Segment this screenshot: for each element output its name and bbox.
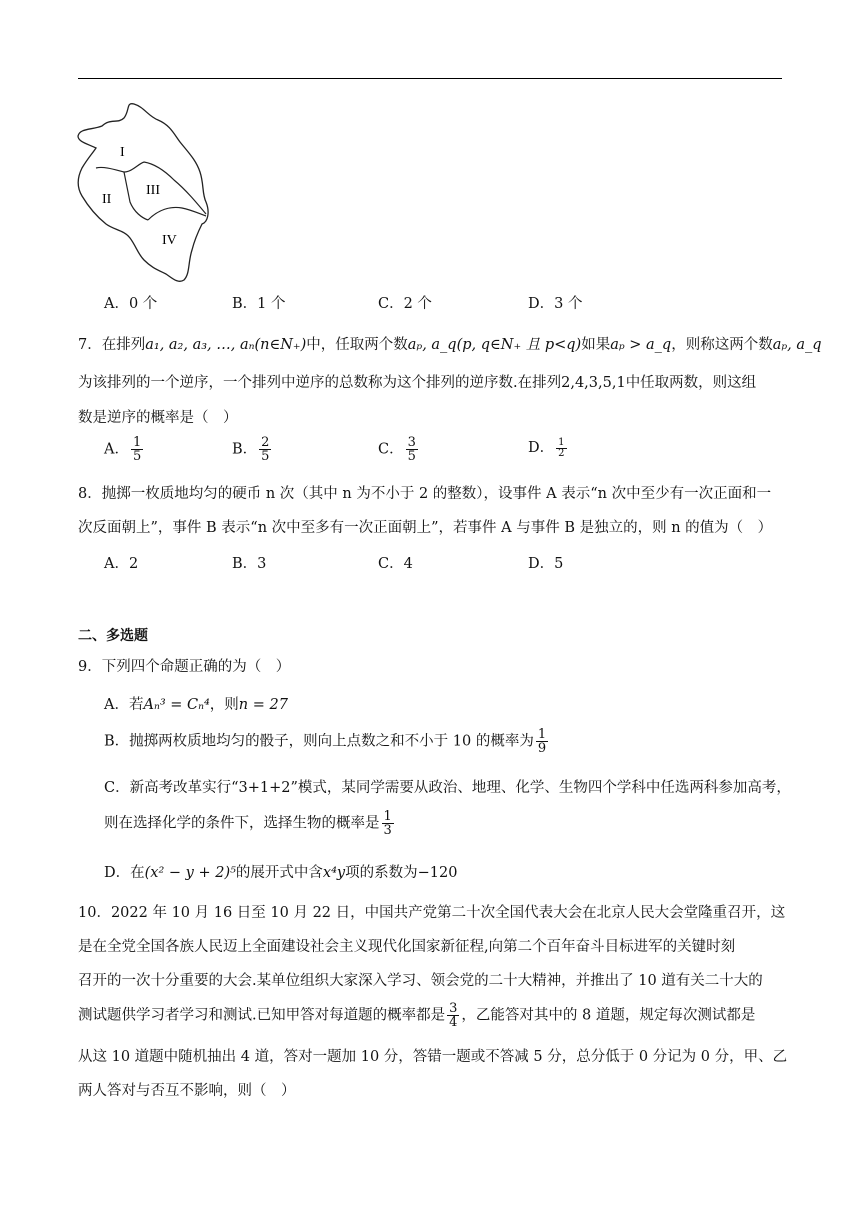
numerator: 1: [132, 435, 142, 450]
q7-options: [104, 436, 784, 472]
q10-line6: 两人答对与否互不影响，则（ ）: [78, 1083, 296, 1099]
denominator: 5: [132, 449, 142, 464]
q7-option-a[interactable]: [104, 436, 145, 463]
q9-b-text: B．抛掷两枚质地均匀的骰子，则向上点数之和不小于 10 的概率为: [104, 733, 534, 750]
numerator: 1: [558, 436, 565, 448]
fraction: [259, 436, 271, 463]
q9-d-term: x⁴y: [322, 865, 346, 881]
q7-text: 中，任取两个数: [306, 337, 408, 353]
q7-option-a-label: A．: [104, 441, 129, 458]
q7-inequality: aₚ > a_q: [610, 337, 672, 353]
q8-option-b[interactable]: B．3: [232, 556, 267, 572]
q9-d-post: 项的系数为: [345, 865, 418, 881]
q7-option-b[interactable]: [232, 436, 273, 463]
q7-condition: (n∈N₊): [254, 337, 307, 353]
numerator: 1: [537, 727, 547, 742]
fraction: [447, 1002, 459, 1029]
region-map-figure: [74, 98, 214, 288]
q9-a-answer: n = 27: [238, 697, 288, 713]
q9-c-text: 则在选择化学的条件下，选择生物的概率是: [104, 815, 380, 832]
region-label-3: III: [146, 183, 160, 198]
q6-option-d[interactable]: D．3 个: [528, 296, 583, 312]
denominator: 5: [261, 449, 270, 464]
q10-line2: 是在全党全国各族人民迈上全面建设社会主义现代化国家新征程,向第二个百年奋斗目标进军的关键时刻: [78, 939, 736, 955]
q7-text-end: ，则称这两个数: [671, 337, 773, 353]
q9-d-mid: 的展开式中含: [235, 865, 323, 881]
q9-stem: 9．下列四个命题正确的为（ ）: [78, 659, 291, 675]
denominator: 5: [407, 449, 416, 464]
fraction: [536, 728, 548, 755]
denominator: 3: [383, 823, 392, 838]
numerator: 3: [449, 1001, 458, 1016]
q9-a-post: ，则: [209, 697, 239, 713]
map-border-2: [124, 172, 148, 220]
q7-permutation: 2,4,3,5,1: [561, 375, 626, 391]
q10-line5: 从这 10 道题中随机抽出 4 道，答对一题加 10 分，答错一题或不答减 5 分，总分低于 0 分记为 0 分，甲、乙: [78, 1049, 788, 1065]
numerator: 2: [261, 435, 270, 450]
q9-option-c-line1[interactable]: C．新高考改革实行“3+1+2”模式，某同学需要从政治、地理、化学、生物四个学科中任选两科参加高考，: [104, 780, 791, 796]
q9-option-c-line2[interactable]: [104, 810, 396, 837]
q7-option-d-label: D．: [528, 440, 555, 456]
q10-line3: 召开的一次十分重要的大会.某单位组织大家深入学习、领会党的二十大精神，并推出了 10 道有关二十大的: [78, 973, 763, 989]
q7-if: 如果: [581, 337, 611, 353]
section-heading: 二、多选题: [78, 628, 148, 644]
q8-option-d[interactable]: D．5: [528, 556, 564, 572]
q7-line2-text: 为该排列的一个逆序，一个排列中逆序的总数称为这个排列的逆序数.在排列: [78, 375, 562, 391]
fraction: [382, 810, 394, 837]
q10-line4: [78, 1002, 755, 1029]
q7-line1: [78, 333, 822, 354]
q7-option-d[interactable]: [528, 436, 569, 459]
q7-label: 7．在排列: [78, 337, 146, 353]
q6-option-a[interactable]: A．0 个: [104, 296, 158, 312]
q7-condition2: (p, q∈N₊ 且 p<q): [456, 337, 582, 353]
q8-line1: 8．抛掷一枚质地均匀的硬币 n 次（其中 n 为不小于 2 的整数），设事件 A 表示“n 次中至少有一次正面和一: [78, 486, 772, 502]
denominator: 9: [537, 741, 547, 756]
q10-line1: 10．2022 年 10 月 16 日至 10 月 22 日，中国共产党第二十次全国代表大会在北京人民大会堂隆重召开，这: [78, 905, 786, 921]
q7-pair: aₚ, a_q: [407, 337, 457, 353]
q7-option-c-label: C．: [378, 441, 404, 458]
map-border-1: [96, 162, 144, 172]
q7-line3: 数是逆序的概率是（ ）: [78, 410, 238, 426]
q8-option-c[interactable]: C．4: [378, 556, 413, 572]
fraction: [406, 436, 418, 463]
numerator: 1: [383, 809, 392, 824]
q6-options: [104, 292, 784, 312]
q9-option-b[interactable]: [104, 728, 550, 755]
q8-options: [104, 552, 784, 572]
q7-line2-end: 中任取两数，则这组: [625, 375, 757, 391]
q7-pair2: aₚ, a_q: [772, 337, 822, 353]
numerator: 3: [407, 435, 416, 450]
q10-line4-pre: 测试题供学习者学习和测试.已知甲答对每道题的概率都是: [78, 1007, 446, 1024]
q9-d-expression: (x² − y + 2)⁵: [144, 865, 236, 881]
q9-a-equation: Aₙ³ = Cₙ⁴: [143, 697, 210, 713]
map-border-4: [148, 208, 206, 221]
q6-option-c[interactable]: C．2 个: [378, 296, 432, 312]
q9-d-pre: D．在: [104, 865, 145, 881]
fraction: [556, 438, 566, 459]
q8-line2: 次反面朝上”，事件 B 表示“n 次中至多有一次正面朝上”，若事件 A 与事件 B 是独立的，则 n 的值为（ ）: [78, 520, 773, 536]
q7-option-c[interactable]: [378, 436, 420, 463]
q9-a-pre: A．若: [104, 697, 144, 713]
q7-option-b-label: B．: [232, 441, 258, 458]
q8-option-a[interactable]: A．2: [104, 556, 139, 572]
q9-d-value: −120: [417, 865, 458, 881]
q10-line4-post: ，乙能答对其中的 8 道题，规定每次测试都是: [461, 1007, 756, 1024]
region-label-4: IV: [162, 233, 177, 248]
q9-option-a[interactable]: [104, 693, 288, 714]
denominator: 4: [449, 1015, 458, 1030]
q9-option-d[interactable]: [104, 861, 457, 882]
denominator: 2: [558, 447, 565, 459]
header-rule: [78, 78, 782, 79]
q6-option-b[interactable]: B．1 个: [232, 296, 286, 312]
region-label-2: II: [102, 192, 112, 207]
q7-sequence: a₁, a₂, a₃, …, aₙ: [145, 337, 255, 353]
q7-line2: [78, 371, 756, 392]
fraction: [131, 436, 143, 463]
region-label-1: I: [120, 145, 125, 160]
map-outline: [78, 104, 208, 282]
